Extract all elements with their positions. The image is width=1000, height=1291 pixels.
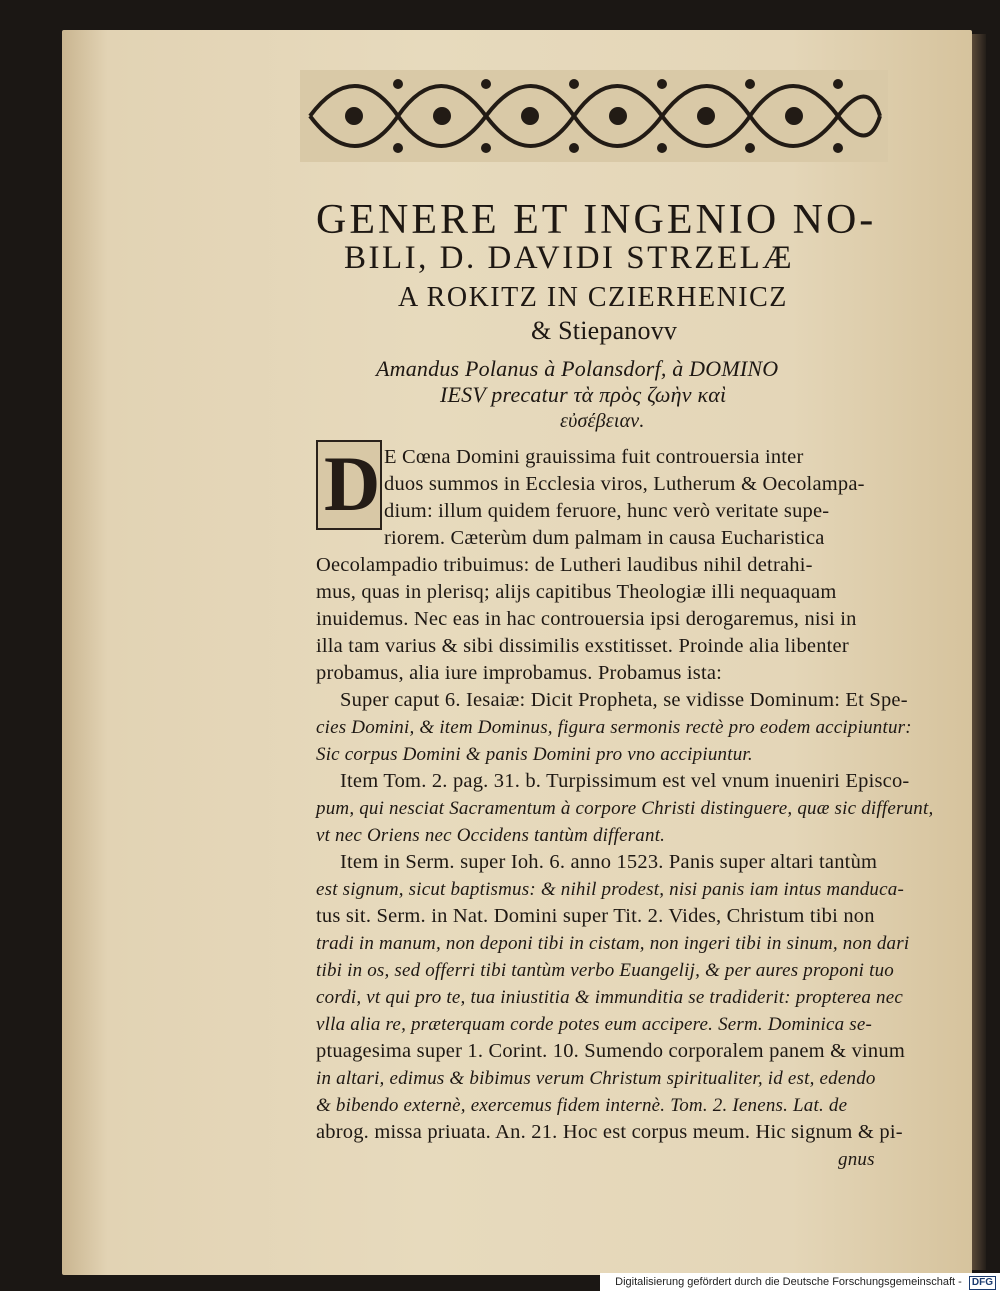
digitization-footer: [600, 1273, 1000, 1291]
body-line-25: & bibendo externè, exercemus fidem internè. Tom. 2. Ienens. Lat. de: [316, 1095, 848, 1116]
title-line-3: A ROKITZ IN CZIERHENICZ: [398, 282, 788, 313]
body-line-20: tibi in os, sed offerri tibi tantùm verbo Euangelij, & per aures proponi tuo: [316, 960, 894, 981]
body-line-5: Oecolampadio tribuimus: de Lutheri laudibus nihil detrahi-: [316, 554, 813, 576]
dedication-line-3: εὐσέβειαν.: [560, 410, 645, 432]
body-line-19: tradi in manum, non deponi tibi in cistam, non ingeri tibi in sinum, non dari: [316, 933, 910, 954]
body-line-18: tus sit. Serm. in Nat. Domini super Tit. 2. Vides, Christum tibi non: [316, 905, 875, 927]
page-edge: [972, 34, 986, 1270]
body-line-22: vlla alia re, præterquam corde potes eum accipere. Serm. Dominica se-: [316, 1014, 873, 1035]
title-line-2: BILI, D. DAVIDI STRZELÆ: [344, 240, 795, 276]
body-line-10: Super caput 6. Iesaiæ: Dicit Propheta, se vidisse Dominum: Et Spe-: [340, 689, 908, 711]
dedication-line-2: IESV precatur τὰ πρὸς ζωὴν καὶ: [440, 382, 727, 407]
body-line-11: cies Domini, & item Dominus, figura sermonis rectè pro eodem accipiuntur:: [316, 717, 912, 738]
footer-text: Digitalisierung gefördert durch die Deutsche Forschungsgemeinschaft -: [615, 1276, 962, 1288]
headpiece-ornament-icon: [300, 70, 888, 162]
dedication-line-1: Amandus Polanus à Polansdorf, à DOMINO: [376, 356, 779, 381]
body-line-24: in altari, edimus & bibimus verum Christum spiritualiter, id est, edendo: [316, 1068, 876, 1089]
body-line-1: E Cœna Domini grauissima fuit controuersia inter: [384, 446, 804, 468]
body-line-14: pum, qui nesciat Sacramentum à corpore Christi distinguere, quæ sic differunt,: [316, 798, 934, 819]
body-line-21: cordi, vt qui pro te, tua iniustitia & immunditia se tradiderit: propterea nec: [316, 987, 903, 1008]
body-line-3: dium: illum quidem feruore, hunc verò veritate supe-: [384, 500, 830, 522]
body-line-13: Item Tom. 2. pag. 31. b. Turpissimum est vel vnum inueniri Episco-: [340, 770, 910, 792]
body-line-4: riorem. Cæterùm dum palmam in causa Eucharistica: [384, 527, 825, 549]
body-line-15: vt nec Oriens nec Occidens tantùm differant.: [316, 825, 666, 846]
body-line-12: Sic corpus Domini & panis Domini pro vno accipiuntur.: [316, 744, 753, 765]
initial-letter: D: [324, 440, 381, 527]
body-line-17: est signum, sicut baptismus: & nihil prodest, nisi panis iam intus manduca-: [316, 879, 904, 900]
body-line-8: illa tam varius & sibi dissimilis exstitisset. Proinde alia libenter: [316, 635, 849, 657]
body-line-7: inuidemus. Nec eas in hac controuersia ipsi derogaremus, nisi in: [316, 608, 857, 630]
body-line-16: Item in Serm. super Ioh. 6. anno 1523. Panis super altari tantùm: [340, 851, 878, 873]
title-line-1: GENERE ET INGENIO NO-: [316, 197, 877, 243]
title-line-4: & Stiepanovv: [531, 316, 678, 345]
body-line-26: abrog. missa priuata. An. 21. Hoc est corpus meum. Hic signum & pi-: [316, 1121, 903, 1143]
body-line-6: mus, quas in plerisq; alijs capitibus Theologiæ illi nequaquam: [316, 581, 837, 603]
body-line-2: duos summos in Ecclesia viros, Lutherum & Oecolampa-: [384, 473, 865, 495]
catchword: gnus: [838, 1149, 875, 1170]
decorated-initial-icon: [316, 440, 382, 530]
body-line-9: probamus, alia iure improbamus. Probamus ista:: [316, 662, 723, 684]
dfg-logo-icon[interactable]: DFG: [969, 1276, 996, 1290]
body-line-23: ptuagesima super 1. Corint. 10. Sumendo corporalem panem & vinum: [316, 1040, 905, 1062]
